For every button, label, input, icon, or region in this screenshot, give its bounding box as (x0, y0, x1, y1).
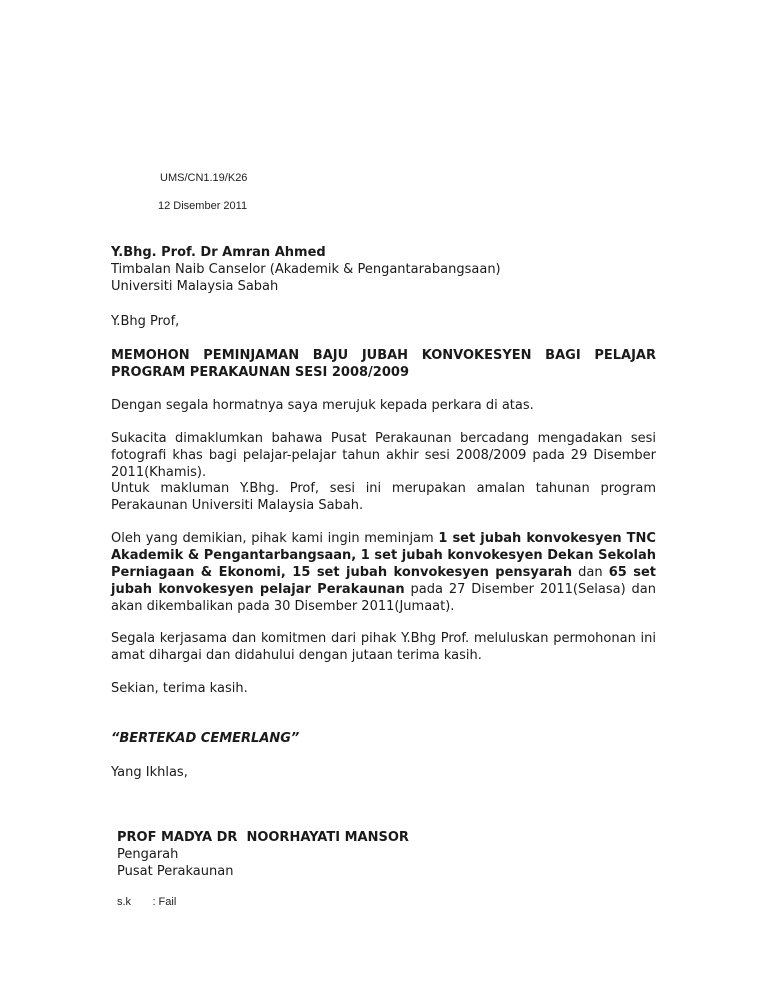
signer-block (117, 829, 409, 880)
recipient-block (111, 244, 501, 295)
paragraph-1: Dengan segala hormatnya saya merujuk kepada perkara di atas. (111, 398, 534, 413)
recipient-institution: Universiti Malaysia Sabah (111, 279, 279, 294)
paragraph-3: Untuk makluman Y.Bhg. Prof, sesi ini merupakan amalan tahunan program Perakaunan Universiti Malaysia Sabah. (111, 481, 656, 513)
paragraph-4-intro: Oleh yang demikian, pihak kami ingin meminjam (111, 531, 439, 546)
signer-name: PROF MADYA DR NOORHAYATI MANSOR (117, 830, 409, 845)
letter-date: 12 Disember 2011 (158, 200, 248, 212)
carbon-copy-line: s.k : Fail (117, 896, 177, 908)
paragraph-4-item-2: 65 set jubah konvokesyen pelajar Perakaunan (111, 565, 657, 597)
subject-line: MEMOHON PEMINJAMAN BAJU JUBAH KONVOKESYEN BAGI PELAJAR PROGRAM PERAKAUNAN SESI 2008/2009 (111, 348, 656, 380)
signer-department: Pusat Perakaunan (117, 864, 234, 879)
paragraph-4-connector: dan (572, 565, 609, 580)
closing: Yang Ikhlas, (111, 765, 188, 780)
reference-number: UMS/CN1.19/K26 (160, 172, 248, 184)
paragraph-4-item-1: 1 set jubah konvokesyen TNC Akademik & Pengantarbangsaan, 1 set jubah konvokesyen Dekan Sekolah Perniagaan & Ekonomi, 15 set jubah konvokesyen pensyarah (111, 531, 656, 580)
salutation: Y.Bhg Prof, (111, 314, 180, 329)
recipient-name: Y.Bhg. Prof. Dr Amran Ahmed (111, 245, 326, 260)
paragraph-4-outro: pada 27 Disember 2011(Selasa) dan akan dikembalikan pada 30 Disember 2011(Jumaat). (111, 582, 656, 614)
recipient-title: Timbalan Naib Canselor (Akademik & Pengantarabangsaan) (111, 262, 501, 277)
motto: “BERTEKAD CEMERLANG” (111, 731, 300, 746)
paragraph-5: Segala kerjasama dan komitmen dari pihak Y.Bhg Prof. meluluskan permohonan ini amat dihargai dan didahului dengan jutaan terima kasih. (111, 631, 656, 663)
paragraph-2: Sukacita dimaklumkan bahawa Pusat Perakaunan bercadang mengadakan sesi fotografi khas bagi pelajar-pelajar tahun akhir sesi 2008/2009 pada 29 Disember 2011(Khamis). (111, 431, 656, 480)
paragraph-4 (111, 530, 656, 615)
paragraph-6: Sekian, terima kasih. (111, 681, 248, 696)
signer-position: Pengarah (117, 847, 179, 862)
